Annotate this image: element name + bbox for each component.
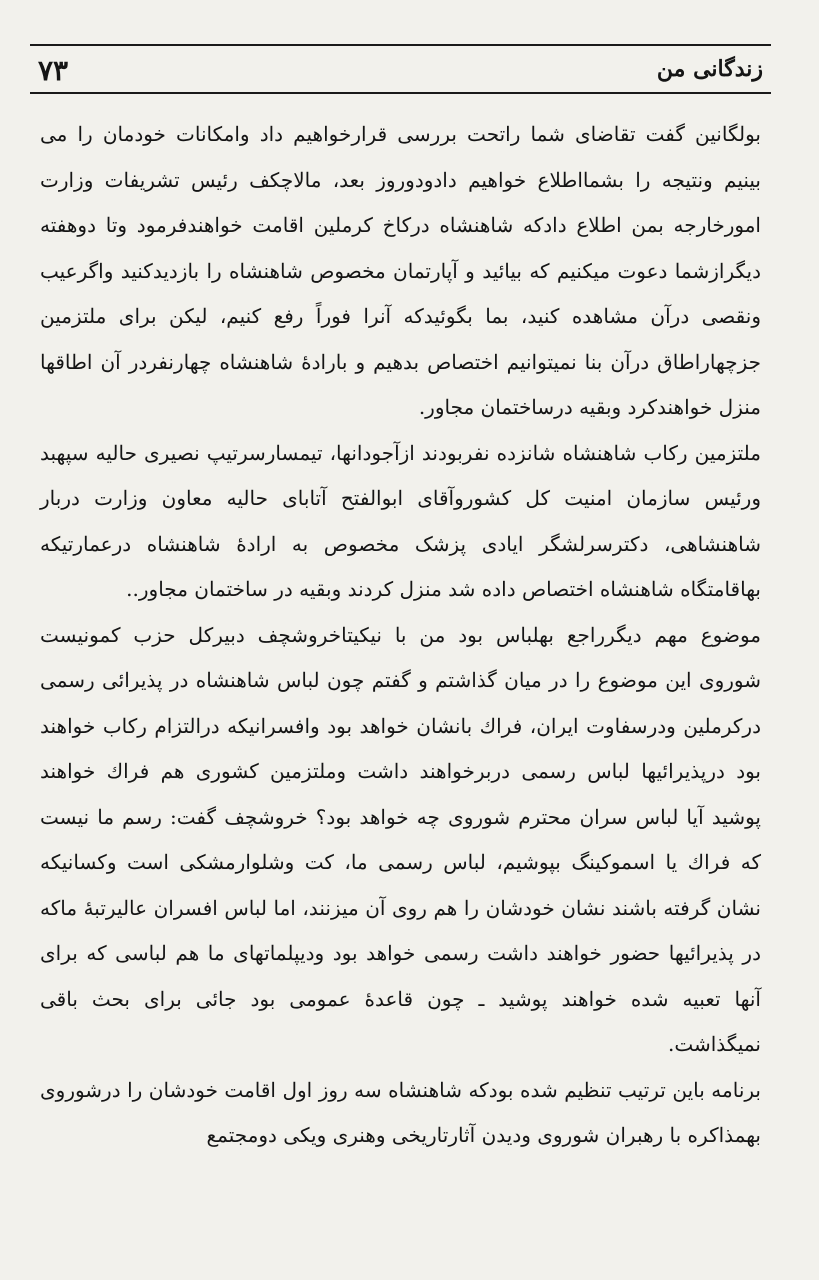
running-title: زندگانی من xyxy=(656,56,763,82)
top-rule xyxy=(30,44,771,46)
paragraph: برنامه باین ترتیب تنظیم شده بودکه شاهنشاه سه روز اول اقامت خودشان را درشوروی بهمذاکره با رهبران شوروی ودیدن آثارتاریخی وهنری ویکی دومجتمع xyxy=(40,1077,761,1147)
header-rule xyxy=(30,92,771,94)
paragraph: بولگانین گفت تقاضای شما راتحت بررسی قرارخواهیم داد وامکانات خودمان را می بینیم ونتیجه را بشمااطلاع خواهیم دادودوروز بعد، مالاچکف رئیس تشریفات وزارت امورخارجه بمن اطلاع دادکه شاهنشاه درکاخ کرملین اقامت خواهندفرمود وتا دوهفته دیگرازشما دعوت میکنیم که بیائید و آپارتمان مخصوص شاهنشاه را بازدیدکنید واگرعیب ونقصی درآن مشاهده کنید، بما بگوئیدکه آنرا فوراً رفع کنیم، لیکن برای ملتزمین جزچهاراطاق درآن بنا نمیتوانیم اختصاص بدهیم و بارادهٔ شاهنشاه چهارنفردر آن اطاقها منزل خواهندکرد وبقیه درساختمان مجاور. xyxy=(40,122,761,419)
paragraph: موضوع مهم دیگرراجع بهلباس بود من با نیکیتاخروشچف دبیرکل حزب کمونیست شوروی این موضوع را در میان گذاشتم و گفتم چون لباس شاهنشاه در پذیرائی رسمی درکرملین ودرسفاوت ایران، فراك بانشان خواهد بود وافسرانیکه درالتزام رکاب خواهند بود درپذیرائیها لباس رسمی دربرخواهند داشت وملتزمین کشوری هم فراك خواهند پوشید آیا لباس سران محترم شوروی چه خواهد بود؟ خروشچف گفت: رسم ما نیست که فراك یا اسموکینگ بپوشیم، لباس رسمی ما، کت وشلوارمشکی است وکسانیکه نشان گرفته باشند نشان خودشان را هم روی آن میزنند، اما لباس افسران عالیرتبهٔ ماکه در پذیرائیها حضور خواهند داشت رسمی خواهد بود ودیپلماتهای ما هم لباسی که برای آنها تعبیه شده خواهند پوشید ـ چون قاعدهٔ عمومی بود جائی برای بحث باقی نمیگذاشت. xyxy=(40,622,761,1056)
page-number: ۷۳ xyxy=(38,54,69,87)
body-text xyxy=(40,112,761,1159)
paragraph: ملتزمین رکاب شاهنشاه شانزده نفربودند ازآجودانها، تیمسارسرتیپ نصیری حالیه سپهبد ورئیس سازمان امنیت کل کشوروآقای ابوالفتح آتابای حالیه معاون وزارت دربار شاهنشاهی، دکترسرلشگر ایادی پزشک مخصوص به ارادهٔ شاهنشاه درعمارتیکه بهاقامتگاه شاهنشاه اختصاص داده شد منزل کردند وبقیه در ساختمان مجاور.. xyxy=(40,440,761,601)
